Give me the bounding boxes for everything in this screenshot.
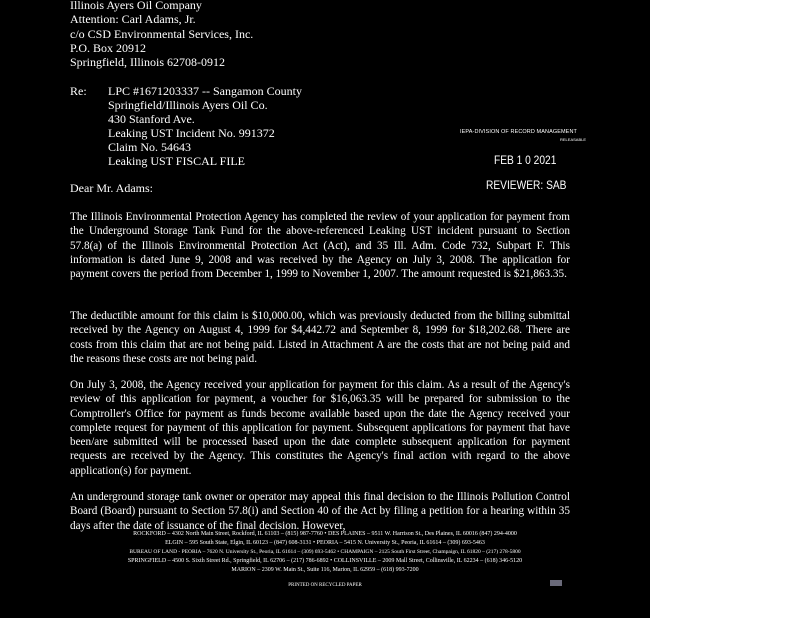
footer-line: BUREAU OF LAND - PEORIA – 7620 N. University St., Peoria, IL 61614 – (309) 693-5462 • CHAMPAIGN – 2125 South First Street, Champaign, IL 61820 – (217) 278-5800	[129, 549, 521, 555]
footer-line: SPRINGFIELD – 4500 S. Sixth Street Rd., Springfield, IL 62706 – (217) 786-6892 • COLLINSVILLE – 2009 Mall Street, Collinsville, IL 62234 – (618) 346-5120	[127, 558, 523, 564]
footer-line: MARION – 2309 W. Main St., Suite 116, Marion, IL 62959 – (618) 993-7200	[231, 567, 419, 573]
recycled-paper-note: PRINTED ON RECYCLED PAPER	[288, 583, 362, 588]
re-line: LPC #1671203337 -- Sangamon County	[108, 84, 302, 98]
stamp-date: FEB 1 0 2021	[494, 153, 557, 167]
body-paragraph: On July 3, 2008, the Agency received your application for payment for this claim. As a result of the Agency's review of this application for payment, a voucher for $16,063.35 will be prepared for submission to the Comptroller's Office for payment as funds become available based upon the date the Agency received your complete request for payment of this application for payment. Subsequent applications for payment that have been/are submitted will be processed based upon the date complete subsequent application for payment requests are received by the Agency. This constitutes the Agency's final action with regard to the above application(s) for payment.	[70, 379, 570, 477]
address-line: Springfield, Illinois 62708-0912	[70, 55, 225, 69]
address-line: P.O. Box 20912	[70, 41, 147, 55]
stamp-division-text: IEPA-DIVISION OF RECORD MANAGEMENT	[460, 129, 577, 135]
re-line: Leaking UST Incident No. 991372	[108, 126, 275, 140]
re-label: Re:	[70, 84, 87, 98]
re-line: Springfield/Illinois Ayers Oil Co.	[108, 98, 268, 112]
recycle-logo-icon	[550, 580, 562, 586]
body-paragraph: An underground storage tank owner or operator may appeal this final decision to the Illinois Pollution Control Board (Board) pursuant to Section 57.8(i) and Section 40 of the Act by filing a petition for a hearing within 35 days after the date of issuance of the final decision. However,	[70, 491, 570, 532]
address-line: Attention: Carl Adams, Jr.	[70, 12, 196, 26]
salutation: Dear Mr. Adams:	[70, 181, 153, 195]
address-line: c/o CSD Environmental Services, Inc.	[70, 27, 254, 41]
re-line: 430 Stanford Ave.	[108, 112, 195, 126]
body-paragraph: The deductible amount for this claim is $10,000.00, which was previously deducted from the billing submittal received by the Agency on August 4, 1999 for $4,442.72 and September 8, 1999 for $18,202.68. There are costs from this claim that are not being paid. Listed in Attachment A are the costs that are not being paid and the reasons these costs are not being paid.	[70, 310, 570, 365]
re-line: Claim No. 54643	[108, 140, 191, 154]
stamp-reviewer: REVIEWER: SAB	[486, 178, 567, 192]
address-line: Illinois Ayers Oil Company	[70, 0, 202, 12]
footer-line: ROCKFORD – 4302 North Main Street, Rockford, IL 61103 – (815) 987-7760 • DES PLAINES – 9511 W. Harrison St., Des Plaines, IL 60016 (847) 294-4000	[133, 531, 517, 537]
body-paragraph: The Illinois Environmental Protection Agency has completed the review of your application for payment from the Underground Storage Tank Fund for the above-referenced Leaking UST incident pursuant to Section 57.8(a) of the Illinois Environmental Protection Act (Act), and 35 Ill. Adm. Code 732, Subpart F. This information is dated June 9, 2008 and was received by the Agency on July 3, 2008. The application for payment covers the period from December 1, 1999 to November 1, 2007. The amount requested is $21,863.35.	[70, 211, 570, 281]
footer-line: ELGIN – 595 South State, Elgin, IL 60123 – (847) 608-3131 • PEORIA – 5415 N. University St., Peoria, IL 61614 – (309) 693-5463	[165, 540, 485, 546]
re-line: Leaking UST FISCAL FILE	[108, 154, 245, 168]
stamp-sub-text: RELEASABLE	[560, 137, 587, 142]
